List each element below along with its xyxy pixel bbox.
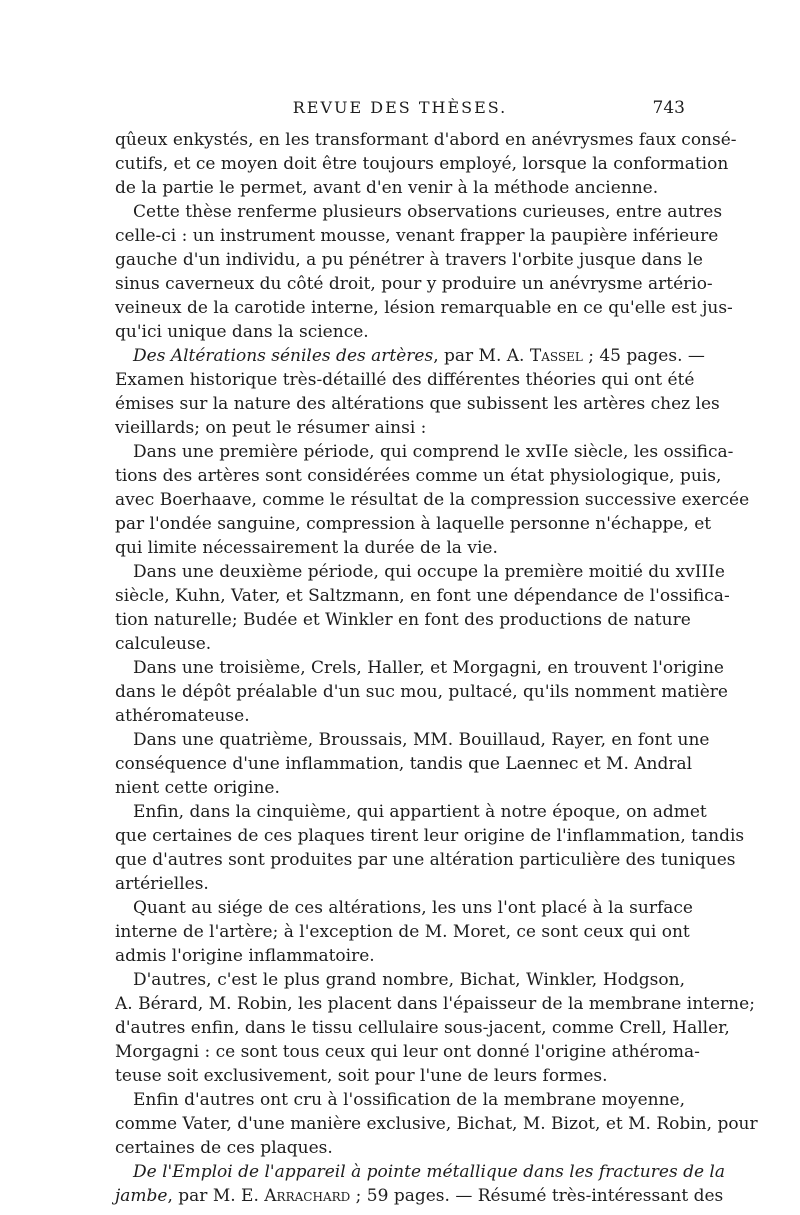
text-line: interne de l'artère; à l'exception de M. Moret, ce sont ceux qui ont (115, 922, 690, 942)
text-line: qui limite nécessairement la durée de la vie. (115, 538, 498, 558)
text-line: Dans une troisième, Crels, Haller, et Morgagni, en trouvent l'origine (133, 658, 724, 678)
text-line: admis l'origine inflammatoire. (115, 946, 375, 966)
text-line: cutifs, et ce moyen doit être toujours employé, lorsque la conformation (115, 154, 729, 174)
thesis-title: Des Altérations séniles des artères (133, 346, 434, 366)
text-line: vieillards; on peut le résumer ainsi : (115, 418, 427, 438)
text-line: athéromateuse. (115, 706, 250, 726)
text-line: gauche d'un individu, a pu pénétrer à travers l'orbite jusque dans le (115, 250, 703, 270)
text-line: siècle, Kuhn, Vater, et Saltzmann, en font une dépendance de l'ossifica- (115, 586, 730, 606)
text-line: Dans une quatrième, Broussais, MM. Bouillaud, Rayer, en font une (133, 730, 710, 750)
text-line: Examen historique très-détaillé des différentes théories qui ont été (115, 370, 695, 390)
text-line: émises sur la nature des altérations que subissent les artères chez les (115, 394, 720, 414)
text-line: dans le dépôt préalable d'un suc mou, pultacé, qu'ils nomment matière (115, 682, 728, 702)
text-line: celle-ci : un instrument mousse, venant frapper la paupière inférieure (115, 226, 719, 246)
text-line: calculeuse. (115, 634, 212, 654)
author-surname: Tassel (529, 346, 583, 366)
text-line: qûeux enkystés, en les transformant d'abord en anévrysmes faux consé- (115, 130, 737, 150)
text-line: qu'ici unique dans la science. (115, 322, 369, 342)
text-line: A. Bérard, M. Robin, les placent dans l'épaisseur de la membrane interne; (115, 994, 755, 1014)
thesis-title-end: jambe (115, 1186, 168, 1206)
text-line: que d'autres sont produites par une altération particulière des tuniques (115, 850, 736, 870)
text-line: nient cette origine. (115, 778, 280, 798)
author-surname: Arrachard (264, 1186, 351, 1206)
text-line: certaines de ces plaques. (115, 1138, 333, 1158)
text-line: Dans une deuxième période, qui occupe la première moitié du xvIIIe (133, 562, 725, 582)
running-title: REVUE DES THÈSES. (292, 98, 508, 117)
text-line: comme Vater, d'une manière exclusive, Bichat, M. Bizot, et M. Robin, pour (115, 1114, 758, 1134)
text-line: Quant au siége de ces altérations, les uns l'ont placé à la surface (133, 898, 693, 918)
page-header (115, 98, 685, 126)
text-line: Cette thèse renferme plusieurs observations curieuses, entre autres (133, 202, 723, 222)
text-line: artérielles. (115, 874, 209, 894)
thesis-entry-line: jambe, par M. E. Arrachard ; 59 pages. — Résumé très-intéressant des (115, 1186, 724, 1206)
text-line: Enfin d'autres ont cru à l'ossification de la membrane moyenne, (133, 1090, 685, 1110)
text-line: par l'ondée sanguine, compression à laquelle personne n'échappe, et (115, 514, 712, 534)
text-line: D'autres, c'est le plus grand nombre, Bichat, Winkler, Hodgson, (133, 970, 685, 990)
text-line: conséquence d'une inflammation, tandis que Laennec et M. Andral (115, 754, 693, 774)
thesis-title: De l'Emploi de l'appareil à pointe métallique dans les fractures de la (133, 1162, 725, 1182)
text-line: que certaines de ces plaques tirent leur origine de l'inflammation, tandis (115, 826, 745, 846)
text-line: Morgagni : ce sont tous ceux qui leur ont donné l'origine athéroma- (115, 1042, 700, 1062)
text-line: sinus caverneux du côté droit, pour y produire un anévrysme artério- (115, 274, 713, 294)
text-line: tion naturelle; Budée et Winkler en font des productions de nature (115, 610, 691, 630)
text-line: teuse soit exclusivement, soit pour l'une de leurs formes. (115, 1066, 608, 1086)
text-line: Enfin, dans la cinquième, qui appartient à notre époque, on admet (133, 802, 707, 822)
text-line: veineux de la carotide interne, lésion remarquable en ce qu'elle est jus- (115, 298, 733, 318)
thesis-entry-heading: Des Altérations séniles des artères, par M. A. Tassel ; 45 pages. — (133, 346, 705, 366)
text-line: tions des artères sont considérées comme un état physiologique, puis, (115, 466, 722, 486)
text-line: d'autres enfin, dans le tissu cellulaire sous-jacent, comme Crell, Haller, (115, 1018, 730, 1038)
page-number: 743 (652, 98, 685, 118)
text-line: avec Boerhaave, comme le résultat de la compression successive exercée (115, 490, 750, 510)
text-line: Dans une première période, qui comprend le xvIIe siècle, les ossifica- (133, 442, 734, 462)
text-line: de la partie le permet, avant d'en venir à la méthode ancienne. (115, 178, 659, 198)
